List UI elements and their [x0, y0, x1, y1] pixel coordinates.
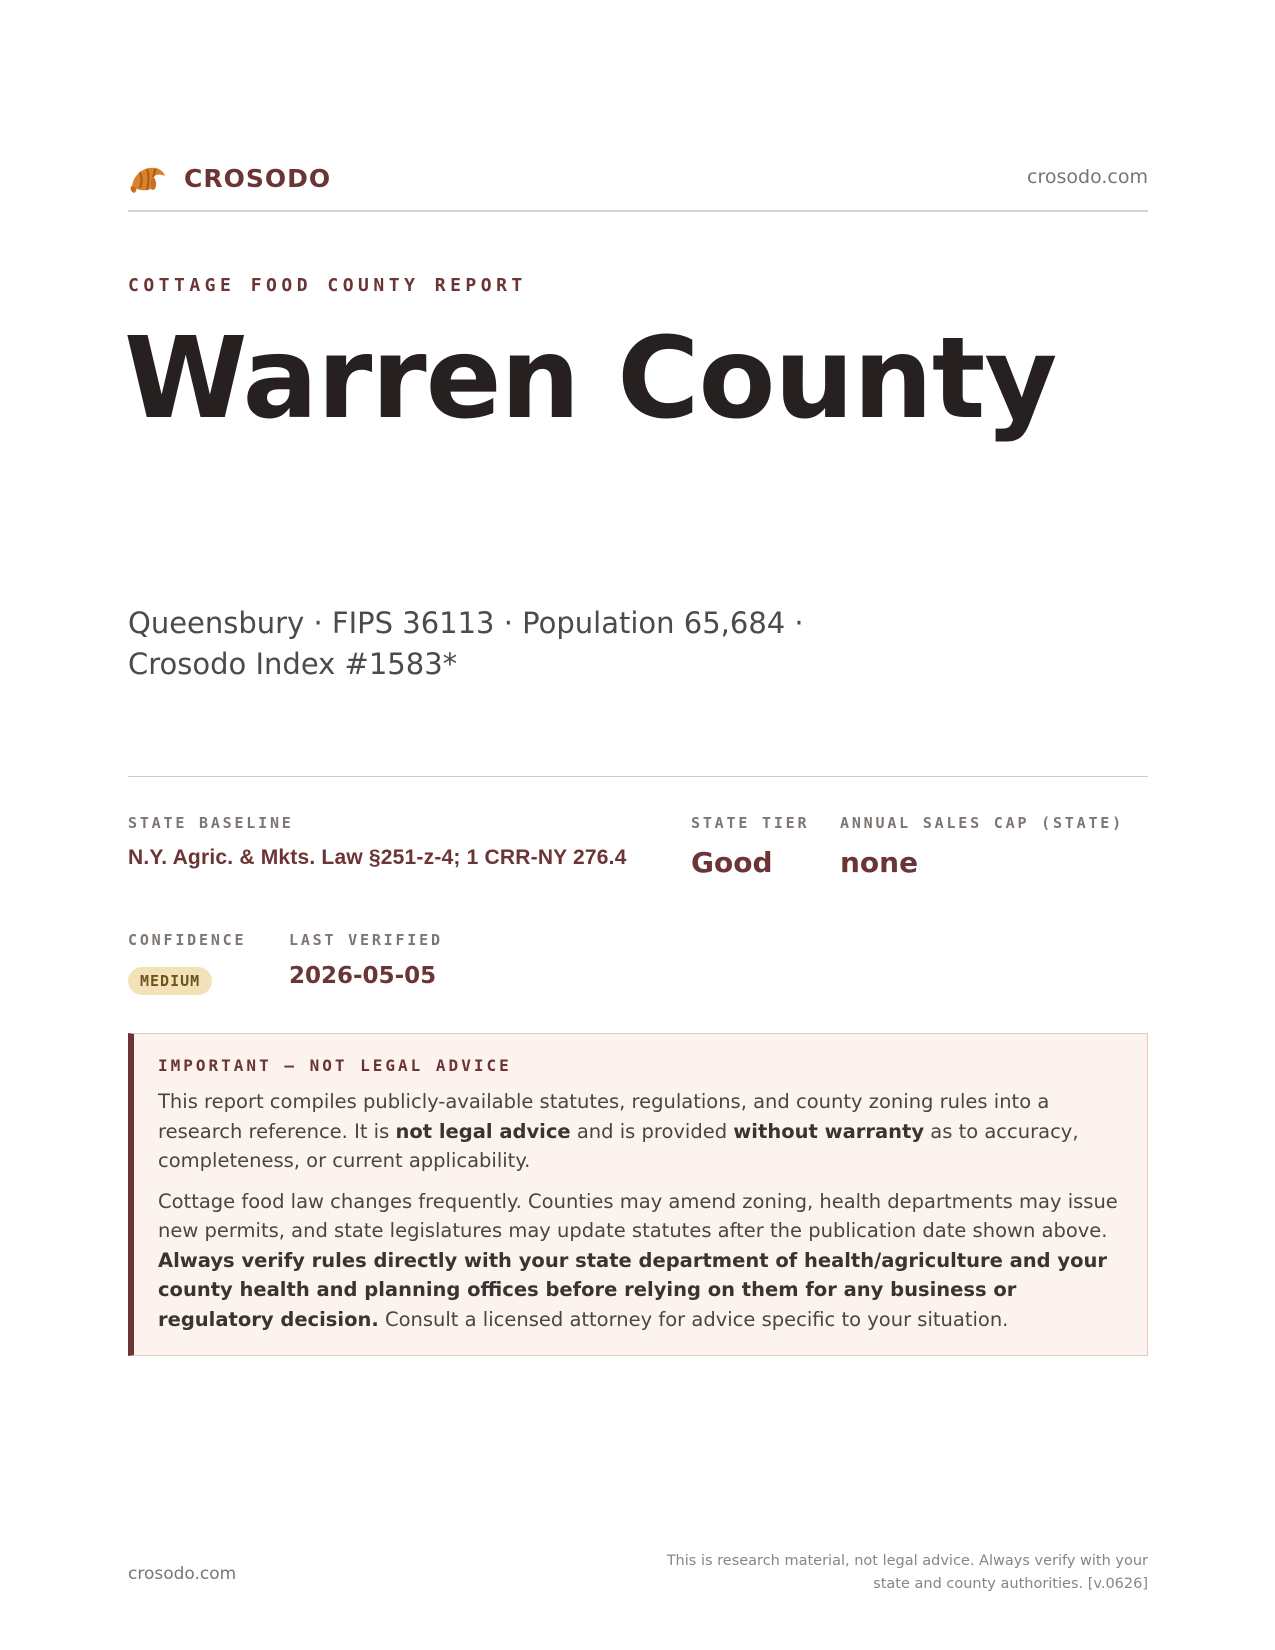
disclaimer-paragraph-1	[158, 1087, 1121, 1176]
section-divider	[128, 776, 1148, 777]
croissant-icon	[128, 158, 168, 198]
report-eyebrow: COTTAGE FOOD COUNTY REPORT	[128, 275, 527, 296]
disclaimer-text: Cottage food law changes frequently. Counties may amend zoning, health departments may issue new permits, and state legislatures may update statutes after the publication date shown above.	[158, 1189, 1118, 1242]
state-tier-field	[691, 814, 809, 879]
last-verified-field	[289, 931, 443, 989]
disclaimer-emphasis: not legal advice	[395, 1119, 571, 1143]
brand-name: CROSODO	[184, 163, 332, 193]
last-verified-label: LAST VERIFIED	[289, 931, 443, 949]
header-site-url[interactable]: crosodo.com	[1027, 166, 1148, 188]
confidence-label: CONFIDENCE	[128, 931, 247, 949]
state-tier-label: STATE TIER	[691, 814, 810, 832]
report-page	[124, 0, 1148, 1650]
last-verified-value: 2026-05-05	[289, 963, 437, 989]
disclaimer-text: This report compiles publicly-available statutes, regulations, and county zoning rules into a research reference. It is	[158, 1090, 1050, 1143]
page-title: Warren County	[124, 314, 1057, 444]
confidence-badge: MEDIUM	[128, 967, 212, 995]
state-baseline-field	[128, 814, 627, 870]
disclaimer-text: and is provided	[570, 1119, 734, 1143]
footer-site-url[interactable]: crosodo.com	[128, 1564, 237, 1584]
footer-disclaimer: This is research material, not legal advice. Always verify with your state and county authorities. [v.0626]	[666, 1553, 1148, 1592]
sales-cap-field	[840, 814, 1124, 879]
legal-disclaimer-box	[128, 1033, 1148, 1356]
page-header	[128, 158, 1148, 202]
disclaimer-paragraph-2	[158, 1187, 1121, 1335]
state-baseline-value: N.Y. Agric. & Mkts. Law §251-z-4; 1 CRR-NY 276.4	[128, 846, 627, 869]
confidence-field	[128, 931, 246, 995]
sales-cap-value: none	[840, 846, 919, 879]
sales-cap-label: ANNUAL SALES CAP (STATE)	[840, 814, 1124, 832]
disclaimer-emphasis: without warranty	[733, 1119, 925, 1143]
disclaimer-emphasis: Always verify rules directly with your state department of health/agriculture and your county health and planning offices before relying on them for any business or regulatory decision.	[158, 1248, 1108, 1331]
state-tier-value: Good	[691, 846, 773, 879]
disclaimer-text: Consult a licensed attorney for advice specific to your situation.	[378, 1307, 1009, 1331]
header-divider	[128, 210, 1148, 212]
disclaimer-title: IMPORTANT — NOT LEGAL ADVICE	[158, 1056, 512, 1075]
report-subtitle: Queensbury · FIPS 36113 · Population 65,684 · Crosodo Index #1583*	[128, 606, 804, 681]
state-baseline-label: STATE BASELINE	[128, 814, 294, 832]
disclaimer-text: as to accuracy, completeness, or current applicability.	[158, 1119, 1079, 1172]
brand[interactable]	[128, 158, 331, 198]
